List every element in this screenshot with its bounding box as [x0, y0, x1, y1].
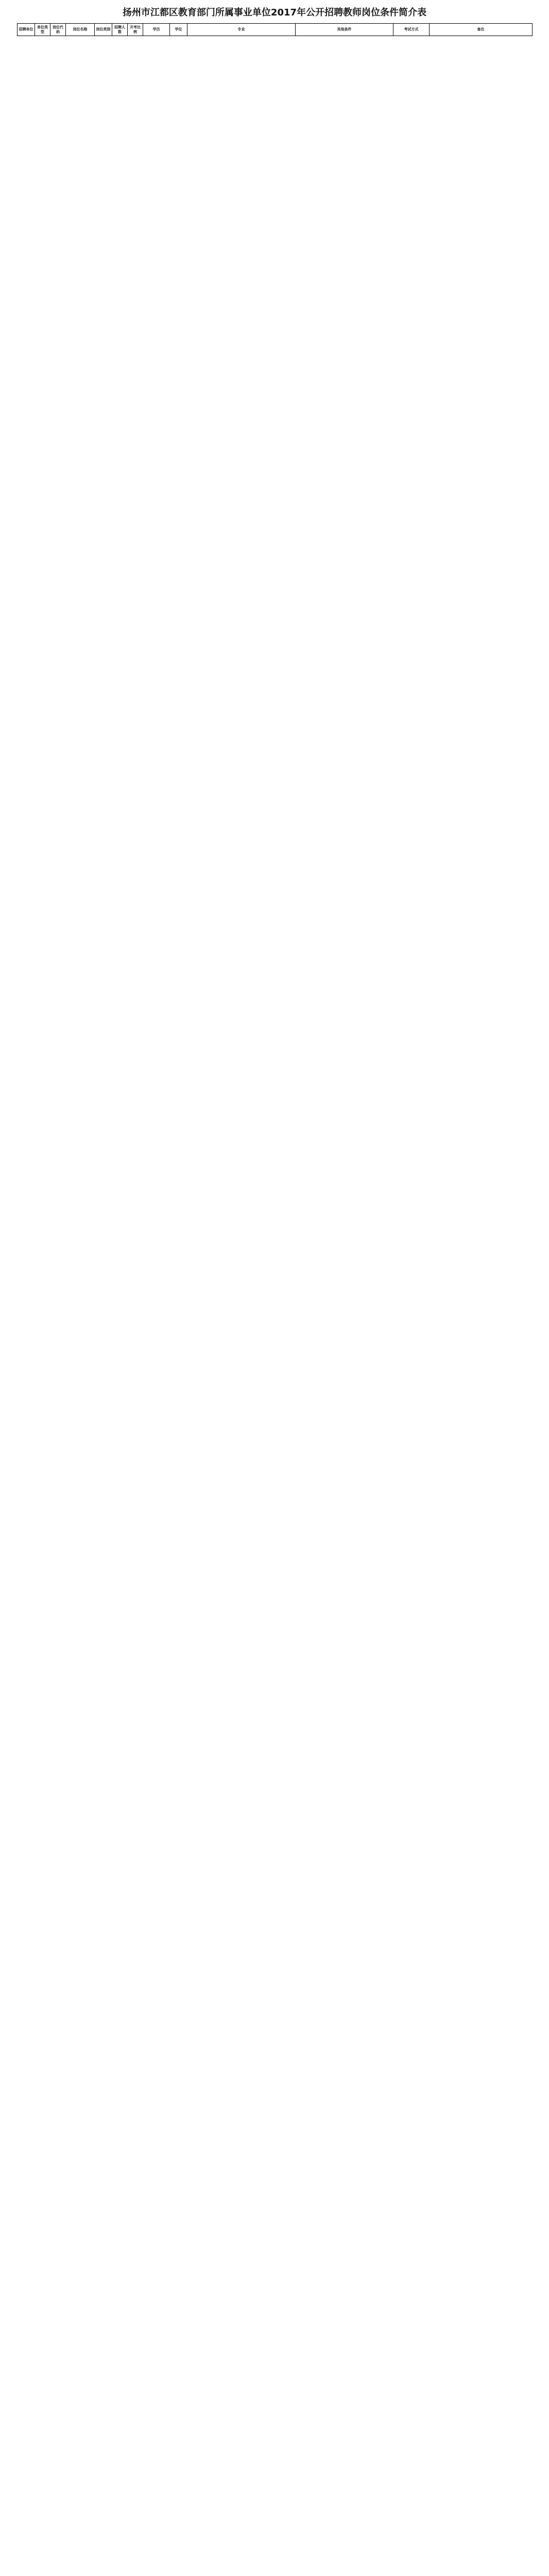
header-type: 单位类型: [35, 24, 50, 36]
header-note: 备注: [430, 24, 533, 36]
header-code: 岗位代码: [50, 24, 66, 36]
header-education: 学历: [143, 24, 170, 36]
header-degree: 学位: [170, 24, 187, 36]
header-major: 专业: [187, 24, 296, 36]
recruitment-table: [17, 23, 533, 36]
header-ratio: 开考比例: [128, 24, 143, 36]
header-category: 岗位类别: [95, 24, 112, 36]
page-title: 扬州市江都区教育部门所属事业单位2017年公开招聘教师岗位条件简介表: [122, 7, 427, 18]
header-exam: 考试方式: [393, 24, 430, 36]
header-unit: 招聘单位: [18, 24, 35, 36]
header-name: 岗位名称: [66, 24, 95, 36]
header-other: 其他条件: [296, 24, 393, 36]
header-count: 招聘人数: [112, 24, 128, 36]
